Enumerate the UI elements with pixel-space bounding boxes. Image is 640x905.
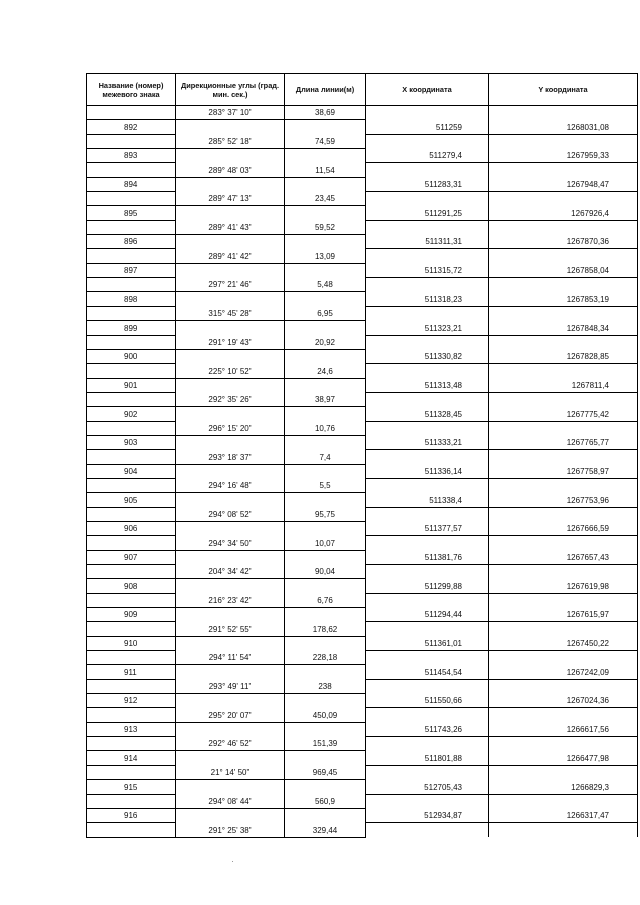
y-coordinate: 1267619,98 bbox=[489, 579, 638, 593]
line-row bbox=[87, 507, 638, 521]
direction-angle: 292° 35' 26" bbox=[176, 392, 285, 406]
table-row bbox=[87, 120, 638, 134]
point-name: 897 bbox=[87, 263, 176, 277]
header-line-length: Длина линии(м) bbox=[285, 74, 366, 106]
line-length: 95,75 bbox=[285, 507, 366, 521]
line-length: 450,09 bbox=[285, 708, 366, 722]
point-name: 911 bbox=[87, 665, 176, 679]
line-length: 74,59 bbox=[285, 134, 366, 148]
point-name: 915 bbox=[87, 780, 176, 794]
point-name: 892 bbox=[87, 120, 176, 134]
line-length: 238 bbox=[285, 679, 366, 693]
x-coordinate: 512934,87 bbox=[366, 808, 489, 822]
line-row bbox=[87, 593, 638, 607]
direction-angle: 289° 47' 13" bbox=[176, 192, 285, 206]
line-length: 6,76 bbox=[285, 593, 366, 607]
x-coordinate: 511801,88 bbox=[366, 751, 489, 765]
coordinates-document bbox=[86, 73, 637, 838]
direction-angle: 289° 48' 03" bbox=[176, 163, 285, 177]
y-coordinate: 1267024,36 bbox=[489, 694, 638, 708]
x-coordinate: 511336,14 bbox=[366, 464, 489, 478]
x-coordinate: 511323,21 bbox=[366, 321, 489, 335]
direction-angle: 294° 11' 54" bbox=[176, 651, 285, 665]
line-row bbox=[87, 421, 638, 435]
table-row bbox=[87, 206, 638, 220]
table-row bbox=[87, 694, 638, 708]
header-direction-angle: Дирекционные углы (град. мин. сек.) bbox=[176, 74, 285, 106]
table-row bbox=[87, 722, 638, 736]
point-name: 914 bbox=[87, 751, 176, 765]
y-coordinate: 1267666,59 bbox=[489, 521, 638, 535]
direction-angle: 293° 49' 11" bbox=[176, 679, 285, 693]
direction-angle: 291° 25' 38" bbox=[176, 823, 285, 837]
table-row bbox=[87, 550, 638, 564]
line-row bbox=[87, 794, 638, 808]
point-name: 906 bbox=[87, 521, 176, 535]
point-name: 901 bbox=[87, 378, 176, 392]
direction-angle: 294° 16' 48" bbox=[176, 478, 285, 492]
table-row bbox=[87, 378, 638, 392]
header-y-coordinate: Y координата bbox=[489, 74, 638, 106]
y-coordinate: 1267870,36 bbox=[489, 235, 638, 249]
line-row bbox=[87, 708, 638, 722]
table-row bbox=[87, 751, 638, 765]
line-row bbox=[87, 106, 638, 120]
header-x-coordinate: X координата bbox=[366, 74, 489, 106]
x-coordinate: 511259 bbox=[366, 120, 489, 134]
line-length: 329,44 bbox=[285, 823, 366, 837]
table-row bbox=[87, 665, 638, 679]
point-name: 893 bbox=[87, 149, 176, 163]
table-row bbox=[87, 292, 638, 306]
x-coordinate: 511338,4 bbox=[366, 493, 489, 507]
table-row bbox=[87, 177, 638, 191]
y-coordinate: 1267959,33 bbox=[489, 149, 638, 163]
line-row bbox=[87, 565, 638, 579]
direction-angle: 295° 20' 07" bbox=[176, 708, 285, 722]
line-length: 6,95 bbox=[285, 306, 366, 320]
table-row bbox=[87, 808, 638, 822]
line-length: 560,9 bbox=[285, 794, 366, 808]
line-length: 24,6 bbox=[285, 364, 366, 378]
table-row bbox=[87, 263, 638, 277]
line-length: 178,62 bbox=[285, 622, 366, 636]
direction-angle: 216° 23' 42" bbox=[176, 593, 285, 607]
direction-angle: 294° 34' 50" bbox=[176, 536, 285, 550]
line-length: 38,97 bbox=[285, 392, 366, 406]
line-length: 151,39 bbox=[285, 737, 366, 751]
line-row bbox=[87, 335, 638, 349]
table-row bbox=[87, 521, 638, 535]
direction-angle: 296° 15' 20" bbox=[176, 421, 285, 435]
page-mark bbox=[232, 861, 233, 862]
direction-angle: 204° 34' 42" bbox=[176, 565, 285, 579]
table-row bbox=[87, 493, 638, 507]
line-row bbox=[87, 278, 638, 292]
boundary-coordinates-table bbox=[86, 73, 638, 838]
y-coordinate: 1266617,56 bbox=[489, 722, 638, 736]
table-row bbox=[87, 435, 638, 449]
x-coordinate: 511311,31 bbox=[366, 235, 489, 249]
table-row bbox=[87, 579, 638, 593]
line-length: 11,54 bbox=[285, 163, 366, 177]
point-name: 900 bbox=[87, 349, 176, 363]
y-coordinate: 1267848,34 bbox=[489, 321, 638, 335]
table-row bbox=[87, 235, 638, 249]
y-coordinate: 1267858,04 bbox=[489, 263, 638, 277]
y-coordinate: 1268031,08 bbox=[489, 120, 638, 134]
line-length: 20,92 bbox=[285, 335, 366, 349]
direction-angle: 283° 37' 10" bbox=[176, 106, 285, 120]
direction-angle: 294° 08' 44" bbox=[176, 794, 285, 808]
direction-angle: 289° 41' 43" bbox=[176, 220, 285, 234]
line-row bbox=[87, 622, 638, 636]
line-row bbox=[87, 392, 638, 406]
x-coordinate: 511328,45 bbox=[366, 407, 489, 421]
y-coordinate: 1267948,47 bbox=[489, 177, 638, 191]
x-coordinate: 511315,72 bbox=[366, 263, 489, 277]
point-name: 907 bbox=[87, 550, 176, 564]
point-name: 895 bbox=[87, 206, 176, 220]
x-coordinate: 511550,66 bbox=[366, 694, 489, 708]
y-coordinate: 1267615,97 bbox=[489, 608, 638, 622]
line-row bbox=[87, 364, 638, 378]
point-name: 913 bbox=[87, 722, 176, 736]
line-length: 969,45 bbox=[285, 765, 366, 779]
x-coordinate: 511361,01 bbox=[366, 636, 489, 650]
table-row bbox=[87, 321, 638, 335]
line-row bbox=[87, 765, 638, 779]
point-name: 909 bbox=[87, 608, 176, 622]
table-header-row bbox=[87, 74, 638, 106]
direction-angle: 291° 19' 43" bbox=[176, 335, 285, 349]
line-row bbox=[87, 823, 638, 837]
direction-angle: 225° 10' 52" bbox=[176, 364, 285, 378]
line-row bbox=[87, 306, 638, 320]
x-coordinate: 511333,21 bbox=[366, 435, 489, 449]
table-row bbox=[87, 780, 638, 794]
direction-angle: 315° 45' 28" bbox=[176, 306, 285, 320]
table-row bbox=[87, 349, 638, 363]
x-coordinate: 511454,54 bbox=[366, 665, 489, 679]
point-name: 899 bbox=[87, 321, 176, 335]
point-name: 894 bbox=[87, 177, 176, 191]
line-length: 38,69 bbox=[285, 106, 366, 120]
line-row bbox=[87, 536, 638, 550]
direction-angle: 293° 18' 37" bbox=[176, 450, 285, 464]
line-length: 90,04 bbox=[285, 565, 366, 579]
direction-angle: 289° 41' 42" bbox=[176, 249, 285, 263]
line-row bbox=[87, 651, 638, 665]
line-length: 228,18 bbox=[285, 651, 366, 665]
point-name: 903 bbox=[87, 435, 176, 449]
x-coordinate: 512705,43 bbox=[366, 780, 489, 794]
point-name: 916 bbox=[87, 808, 176, 822]
y-coordinate: 1266317,47 bbox=[489, 808, 638, 822]
line-length: 59,52 bbox=[285, 220, 366, 234]
y-coordinate: 1267758,97 bbox=[489, 464, 638, 478]
table-row bbox=[87, 149, 638, 163]
y-coordinate: 1267657,43 bbox=[489, 550, 638, 564]
y-coordinate: 1267753,96 bbox=[489, 493, 638, 507]
point-name: 912 bbox=[87, 694, 176, 708]
direction-angle: 291° 52' 55" bbox=[176, 622, 285, 636]
y-coordinate: 1267853,19 bbox=[489, 292, 638, 306]
y-coordinate: 1267828,85 bbox=[489, 349, 638, 363]
line-length: 10,07 bbox=[285, 536, 366, 550]
line-length: 23,45 bbox=[285, 192, 366, 206]
direction-angle: 294° 08' 52" bbox=[176, 507, 285, 521]
point-name: 910 bbox=[87, 636, 176, 650]
table-row bbox=[87, 464, 638, 478]
line-length: 13,09 bbox=[285, 249, 366, 263]
header-point-name: Название (номер) межевого знака bbox=[87, 74, 176, 106]
x-coordinate: 511318,23 bbox=[366, 292, 489, 306]
x-coordinate: 511299,88 bbox=[366, 579, 489, 593]
point-name: 908 bbox=[87, 579, 176, 593]
point-name: 904 bbox=[87, 464, 176, 478]
direction-angle: 285° 52' 18" bbox=[176, 134, 285, 148]
table-body bbox=[87, 106, 638, 838]
point-name: 898 bbox=[87, 292, 176, 306]
line-row bbox=[87, 134, 638, 148]
y-coordinate: 1266477,98 bbox=[489, 751, 638, 765]
y-coordinate: 1267242,09 bbox=[489, 665, 638, 679]
x-coordinate: 511377,57 bbox=[366, 521, 489, 535]
x-coordinate: 511381,76 bbox=[366, 550, 489, 564]
line-length: 5,5 bbox=[285, 478, 366, 492]
point-name: 902 bbox=[87, 407, 176, 421]
direction-angle: 297° 21' 46" bbox=[176, 278, 285, 292]
line-length: 7,4 bbox=[285, 450, 366, 464]
table-row bbox=[87, 608, 638, 622]
line-length: 5,48 bbox=[285, 278, 366, 292]
direction-angle: 21° 14' 50" bbox=[176, 765, 285, 779]
x-coordinate: 511283,31 bbox=[366, 177, 489, 191]
line-row bbox=[87, 450, 638, 464]
x-coordinate: 511330,82 bbox=[366, 349, 489, 363]
y-coordinate: 1267450,22 bbox=[489, 636, 638, 650]
line-row bbox=[87, 192, 638, 206]
direction-angle: 292° 46' 52" bbox=[176, 737, 285, 751]
table-row bbox=[87, 636, 638, 650]
table-row bbox=[87, 407, 638, 421]
line-row bbox=[87, 679, 638, 693]
y-coordinate: 1267765,77 bbox=[489, 435, 638, 449]
y-coordinate: 1267926,4 bbox=[489, 206, 638, 220]
x-coordinate: 511291,25 bbox=[366, 206, 489, 220]
line-row bbox=[87, 737, 638, 751]
line-row bbox=[87, 220, 638, 234]
line-row bbox=[87, 163, 638, 177]
point-name: 905 bbox=[87, 493, 176, 507]
y-coordinate: 1266829,3 bbox=[489, 780, 638, 794]
line-row bbox=[87, 249, 638, 263]
x-coordinate: 511294,44 bbox=[366, 608, 489, 622]
y-coordinate: 1267775,42 bbox=[489, 407, 638, 421]
x-coordinate: 511313,48 bbox=[366, 378, 489, 392]
y-coordinate: 1267811,4 bbox=[489, 378, 638, 392]
line-row bbox=[87, 478, 638, 492]
x-coordinate: 511279,4 bbox=[366, 149, 489, 163]
line-length: 10,76 bbox=[285, 421, 366, 435]
x-coordinate: 511743,26 bbox=[366, 722, 489, 736]
point-name: 896 bbox=[87, 235, 176, 249]
